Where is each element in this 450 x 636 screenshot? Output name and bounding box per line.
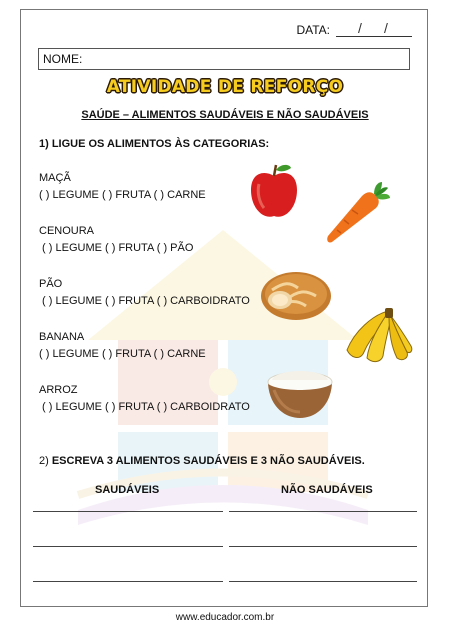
list-item: [39, 276, 250, 310]
answer-line-healthy-2[interactable]: [33, 546, 223, 547]
question-2-prompt: [39, 455, 365, 467]
page-title: ATIVIDADE DE REFORÇO: [106, 77, 344, 97]
carrot-icon: [322, 180, 392, 248]
food-name: ARROZ: [39, 384, 78, 396]
category-options[interactable]: ( ) LEGUME ( ) FRUTA ( ) CARBOIDRATO: [39, 295, 250, 307]
banana-icon: [343, 306, 413, 366]
question-2-number: 2): [39, 455, 49, 467]
date-separator: /: [358, 20, 362, 36]
footer-url: www.educador.com.br: [175, 612, 275, 623]
answer-line-unhealthy-1[interactable]: [229, 511, 417, 512]
rice-bowl-icon: [264, 364, 336, 420]
question-1-prompt: 1) LIGUE OS ALIMENTOS ÀS CATEGORIAS:: [39, 138, 270, 150]
answer-line-unhealthy-2[interactable]: [229, 546, 417, 547]
food-name: MAÇÃ: [39, 172, 71, 184]
date-label: DATA:: [296, 23, 330, 37]
food-name: PÃO: [39, 278, 63, 290]
name-label: NOME:: [43, 52, 83, 66]
answer-line-unhealthy-3[interactable]: [229, 581, 417, 582]
bread-icon: [258, 264, 334, 324]
list-item: [39, 329, 206, 363]
page-subtitle: SAÚDE – ALIMENTOS SAUDÁVEIS E NÃO SAUDÁVEIS: [81, 109, 369, 121]
column-header-healthy: SAUDÁVEIS: [95, 484, 160, 496]
category-options[interactable]: ( ) LEGUME ( ) FRUTA ( ) PÃO: [39, 242, 194, 254]
food-name: BANANA: [39, 331, 85, 343]
category-options[interactable]: ( ) LEGUME ( ) FRUTA ( ) CARBOIDRATO: [39, 401, 250, 413]
list-item: [39, 382, 250, 416]
answer-line-healthy-3[interactable]: [33, 581, 223, 582]
date-input-line[interactable]: [336, 22, 412, 37]
name-field[interactable]: [38, 48, 410, 70]
date-field: [296, 22, 412, 37]
category-options[interactable]: ( ) LEGUME ( ) FRUTA ( ) CARNE: [39, 189, 206, 201]
category-options[interactable]: ( ) LEGUME ( ) FRUTA ( ) CARNE: [39, 348, 206, 360]
list-item: [39, 223, 193, 257]
answer-line-healthy-1[interactable]: [33, 511, 223, 512]
column-header-unhealthy: NÃO SAUDÁVEIS: [281, 484, 373, 496]
date-separator: /: [384, 20, 388, 36]
apple-icon: [247, 162, 301, 222]
question-2-text: ESCREVA 3 ALIMENTOS SAUDÁVEIS E 3 NÃO SAUDÁVEIS.: [51, 455, 365, 467]
food-name: CENOURA: [39, 225, 95, 237]
list-item: [39, 170, 206, 204]
